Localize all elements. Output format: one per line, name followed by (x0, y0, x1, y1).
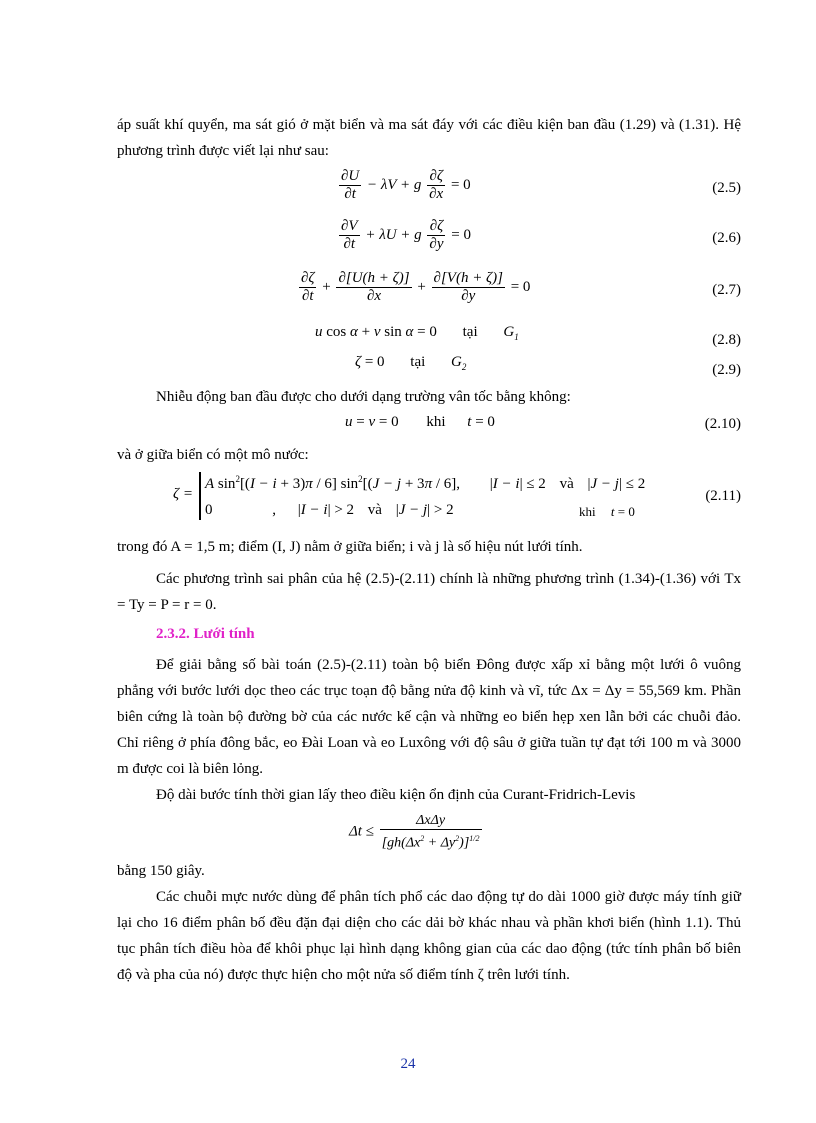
equation-2-5 (117, 168, 741, 208)
equation-body: u cos α + v sin α = 0 tại $G_1$ (315, 324, 519, 342)
piecewise-brace (199, 472, 201, 520)
equation-word: và (367, 502, 382, 518)
equation-2-7 (117, 270, 741, 310)
equation-cfl (117, 812, 741, 860)
paragraph-mound: và ở giữa biển có một mô nước: (117, 447, 309, 463)
paragraph-grid: Để giải bằng số bài toán (2.5)-(2.11) toàn bộ biển Đông được xấp xỉ bằng một lưới ô vuông phẳng với bước lưới dọc theo các trục toạn độ bằng nửa độ kinh và vĩ, tức Δx = Δy = 55,569 km. Phần biên cứng là toàn bộ đường bờ của các nước kế cận và những eo biển hẹp xen lẫn bởi các chuỗi đảo. Chỉ riêng ở phía đông bắc, eo Đài Loan và eo Luxông với độ sâu ở giữa tuần tự đạt tới 100 m và 3000 m được coi là biên lỏng. (117, 657, 741, 777)
paragraph-difference: Các phương trình sai phân của hệ (2.5)-(2.11) chính là những phương trình (1.34)-(1.36) với Tx = Ty = P = r = 0. (117, 571, 741, 613)
paragraph-timestep: Độ dài bước tính thời gian lấy theo điều kiện ổn định của Curant-Fridrich-Levis (156, 787, 636, 803)
equation-body: ζ = 0 tại $G_2$ (355, 354, 467, 372)
page-number: 24 (400, 1056, 416, 1072)
paragraph-intro: áp suất khí quyển, ma sát gió ở mặt biển và ma sát đáy với các điều kiện ban đầu (1.29) và (1.31). Hệ phương trình được viết lại như sau: (117, 117, 741, 159)
equation-number: (2.6) (712, 230, 741, 246)
equation-number: (2.7) (712, 282, 741, 298)
equation-number: (2.10) (704, 416, 741, 432)
equation-word: và (559, 476, 574, 492)
equation-word: khi (579, 504, 596, 519)
equation-body: $\frac{\partial V}{\partial t}$ + λU + g $\frac{\partial\zeta}{\partial y}$ = 0 (341, 218, 471, 252)
equation-body: Δt ≤ $\frac{\text{ΔxΔy}}{[gh(\Delta x^2 + \Delta y^2)]^{1/2}}$ (349, 813, 480, 851)
equation-word: khi (426, 414, 446, 430)
equation-number: (2.5) (712, 180, 741, 196)
equation-number: (2.9) (712, 362, 741, 378)
equation-body: $\frac{\partial\zeta}{\partial t}$ + $\frac{\partial[U(h + \zeta)]}{\partial x}$ + $\frac{\partial[V(h + \zeta)]}{\partial y}$ = 0 (301, 270, 531, 304)
equation-number: (2.8) (712, 332, 741, 348)
section-heading: 2.3.2. Lưới tính (156, 626, 255, 642)
equation-2-6 (117, 218, 741, 258)
equation-word: tại (410, 354, 426, 370)
paragraph-initial: Nhiễu động ban đầu được cho dưới dạng trường vân tốc bằng không: (156, 389, 571, 405)
equation-2-11: ζ = A $\sin^2[(I - i + 3)\pi / 6] \sin^2[(J - j + 3\pi / 6]$, |I − i| ≤ 2 và |J − j| ≤ 2 0 , |I − i| > 2 và |J − j| > 2 khi t = 0 (2.11) (173, 474, 741, 519)
paragraph-where: trong đó A = 1,5 m; điểm (I, J) nằm ở giữa biển; i và j là số hiệu nút lưới tính. (117, 539, 583, 555)
equation-number: (2.11) (705, 488, 741, 504)
paragraph-result: bằng 150 giây. (117, 863, 205, 879)
equation-2-10 (117, 406, 741, 446)
equation-body: u = v = 0 khi t = 0 (345, 414, 495, 430)
equation-word: tại (462, 324, 478, 340)
equation-body: $\frac{\partial U}{\partial t}$ − λV + g $\frac{\partial\zeta}{\partial x}$ = 0 (341, 168, 471, 202)
paragraph-series: Các chuỗi mực nước dùng để phân tích phổ các dao động tự do dài 1000 giờ được máy tính giữ lại cho 16 điểm phân bố đều đặn đại diện cho các dải bờ khác nhau và phần khơi biển (hình 1.1). Thủ tục phân tích điều hòa để khôi phục lại hình dạng không gian của các dao động (tức tính phân bố biên độ và pha của nó) được thực hiện cho một nửa số điểm tính ζ trên lưới tính. (117, 889, 741, 983)
